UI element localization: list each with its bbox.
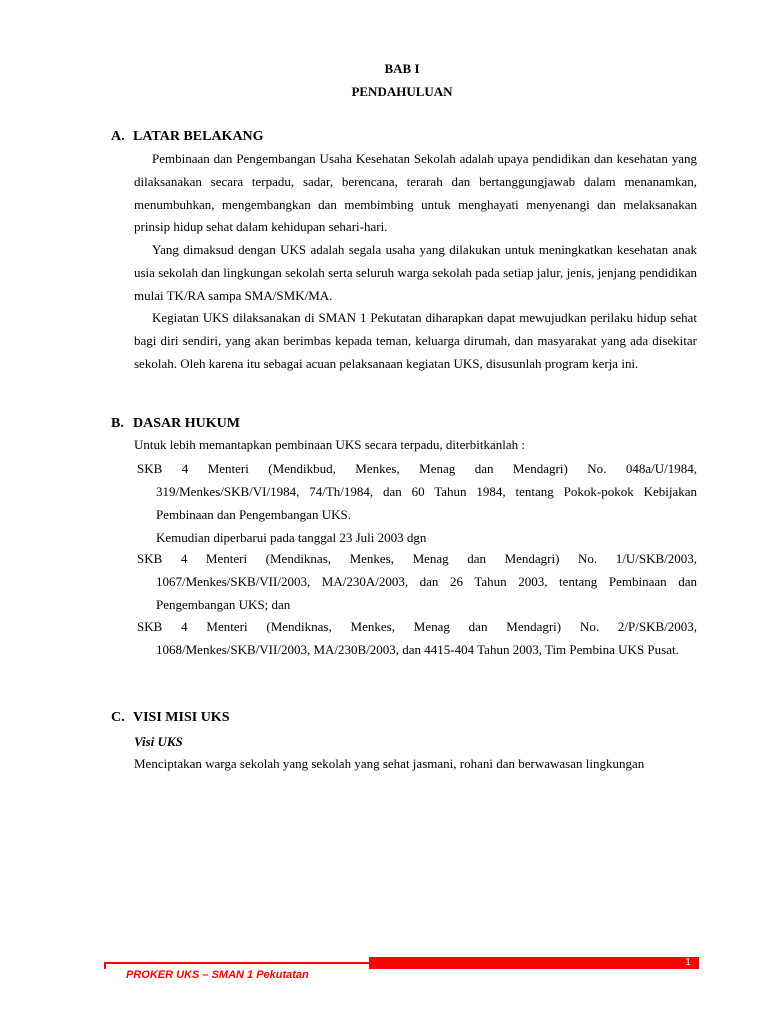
legal-basis-item-1: SKB 4 Menteri (Mendikbud, Menkes, Menag dan Mendagri) No. 048a/U/1984, 319/Menkes/SKB/VI/1984, 74/Th/1984, dan 60 Tahun 1984, tentang Pokok-pokok Kebijakan Pembinaan dan Pengembangan UKS. <box>137 461 697 522</box>
section-b-letter: B. <box>111 416 124 431</box>
section-a-paragraph-2: Yang dimaksud dengan UKS adalah segala usaha yang dilakukan untuk meningkatkan kesehatan anak usia sekolah dan lingkungan sekolah serta seluruh warga sekolah pada setiap jalur, jenis, jenjang pendidikan mulai TK/RA sampa SMA/SMK/MA. <box>134 242 697 303</box>
page-number: 1 <box>685 957 691 968</box>
vision-text: Menciptakan warga sekolah yang sekolah yang sehat jasmani, rohani dan berwawasan lingkungan <box>134 756 645 771</box>
footer-title: PROKER UKS – SMAN 1 Pekutatan <box>126 969 309 981</box>
footer-bar <box>369 957 699 969</box>
section-b-title: DASAR HUKUM <box>133 416 240 431</box>
section-b-heading <box>111 415 240 433</box>
section-c-heading <box>111 709 229 727</box>
section-c-letter: C. <box>111 710 125 725</box>
section-a-paragraph-3: Kegiatan UKS dilaksanakan di SMAN 1 Pekutatan diharapkan dapat mewujudkan perilaku hidup sehat bagi diri sendiri, yang akan berimbas kepada teman, keluarga dirumah, dan masyarakat yang ada disekitar sekolah. Oleh karena itu sebagai acuan pelaksanaan kegiatan UKS, disusunlah program kerja ini. <box>134 310 697 371</box>
section-c-title: VISI MISI UKS <box>133 710 230 725</box>
section-a-letter: A. <box>111 129 125 144</box>
legal-basis-update-note: Kemudian diperbarui pada tanggal 23 Juli 2003 dgn <box>156 530 427 545</box>
footer-rule-tick <box>104 962 106 969</box>
section-b-intro: Untuk lebih memantapkan pembinaan UKS secara terpadu, diterbitkanlah : <box>134 437 525 452</box>
legal-basis-item-2: SKB 4 Menteri (Mendiknas, Menkes, Menag dan Mendagri) No. 1/U/SKB/2003, 1067/Menkes/SKB/VII/2003, MA/230A/2003, dan 26 Tahun 2003, tentang Pembinaan dan Pengembangan UKS; dan <box>137 551 697 612</box>
section-a-title: LATAR BELAKANG <box>133 129 264 144</box>
chapter-title: PENDAHULUAN <box>351 84 453 99</box>
section-a-paragraph-1: Pembinaan dan Pengembangan Usaha Kesehatan Sekolah adalah upaya pendidikan dan kesehatan yang dilaksanakan secara terpadu, sadar, berencana, terarah dan bertanggungjawab dalam menanamkan, menumbuhkan, mengembangkan dan membimbing untuk menghayati menyenangi dan melaksanakan prinsip hidup sehat dalam kehidupan sehari-hari. <box>134 151 697 235</box>
chapter-number: BAB I <box>384 61 420 76</box>
vision-subtitle: Visi UKS <box>134 734 183 749</box>
section-a-heading <box>111 128 264 146</box>
legal-basis-item-3: SKB 4 Menteri (Mendiknas, Menkes, Menag dan Mendagri) No. 2/P/SKB/2003, 1068/Menkes/SKB/VII/2003, MA/230B/2003, dan 4415-404 Tahun 2003, Tim Pembina UKS Pusat. <box>137 619 697 657</box>
